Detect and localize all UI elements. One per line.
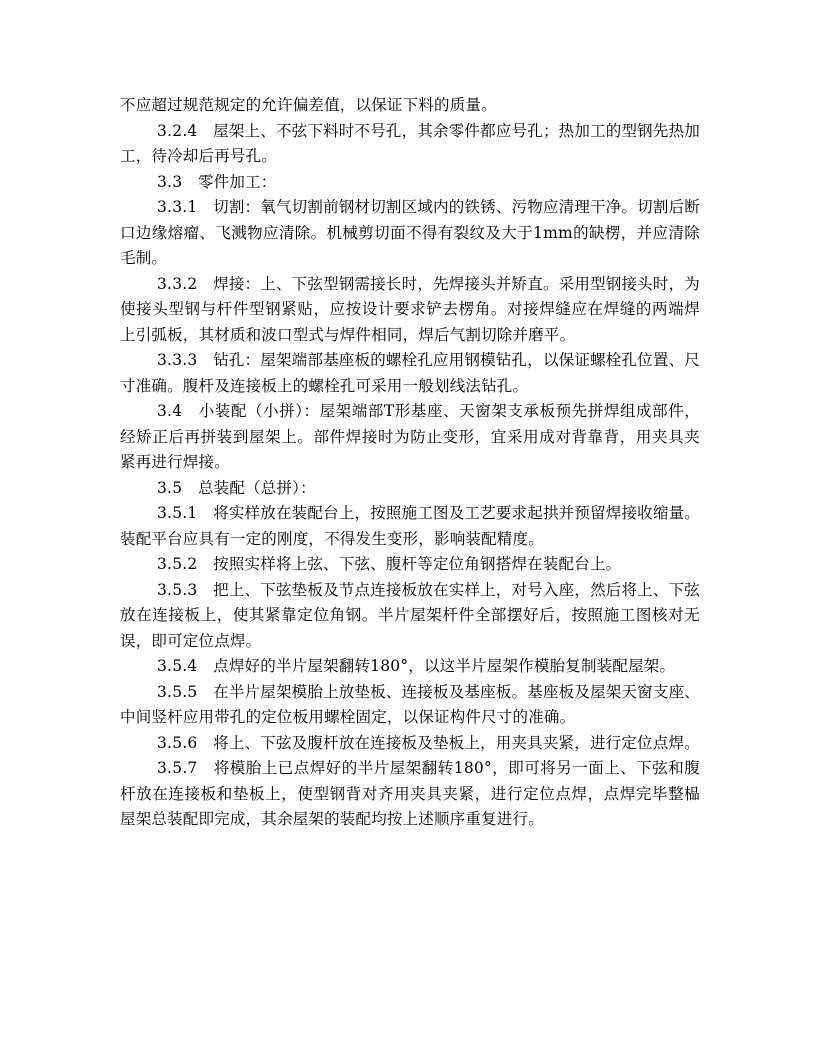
paragraph-3-3-2: 3.3.2 焊接：上、下弦型钢需接长时，先焊接头并矫直。采用型钢接头时，为使接头型钢与杆件型钢紧贴，应按设计要求铲去楞角。对接焊缝应在焊缝的两端焊上引弧板，其材质和波口型式与焊件相同，焊后气割切除并磨平。 bbox=[120, 274, 700, 344]
document-page bbox=[120, 93, 700, 833]
paragraph-continuation: 不应超过规范规定的允许偏差值，以保证下料的质量。 bbox=[120, 96, 497, 114]
paragraph-3-4: 3.4 小装配（小拼）：屋架端部T形基座、天窗架支承板预先拼焊组成部件，经矫正后再拼装到屋架上。部件焊接时为防止变形，宜采用成对背靠背，用夹具夹紧再进行焊接。 bbox=[120, 402, 700, 471]
paragraph-3-5-3: 3.5.3 把上、下弦垫板及节点连接板放在实样上，对号入座，然后将上、下弦放在连接板上，使其紧靠定位角钢。半片屋架杆件全部摆好后，按照施工图核对无误，即可定位点焊。 bbox=[120, 580, 700, 650]
paragraph-3-2-4: 3.2.4 屋架上、不弦下料时不号孔，其余零件都应号孔；热加工的型钢先热加工，待冷却后再号孔。 bbox=[120, 121, 700, 165]
paragraph-3-3-1: 3.3.1 切割：氧气切割前钢材切割区域内的铁锈、污物应清理干净。切割后断口边缘熔瘤、飞溅物应清除。机械剪切面不得有裂纹及大于1mm的缺楞，并应清除毛制。 bbox=[120, 198, 700, 267]
paragraph-3-5-5: 3.5.5 在半片屋架模胎上放垫板、连接板及基座板。基座板及屋架天窗支座、中间竖杆应用带孔的定位板用螺栓固定，以保证构件尺寸的准确。 bbox=[120, 682, 700, 726]
paragraph-3-5-7: 3.5.7 将模胎上已点焊好的半片屋架翻转180°，即可将另一面上、下弦和腹杆放在连接板和垫板上，使型钢背对齐用夹具夹紧，进行定位点焊，点焊完毕整榀屋架总装配即完成，其余屋架的装配均按上述顺序重复进行。 bbox=[120, 759, 700, 828]
paragraph-3-5-2: 3.5.2 按照实样将上弦、下弦、腹杆等定位角钢搭焊在装配台上。 bbox=[157, 555, 622, 573]
paragraph-3-5-1: 3.5.1 将实样放在装配台上，按照施工图及工艺要求起拱并预留焊接收缩量。装配平台应具有一定的刚度，不得发生变形，影响装配精度。 bbox=[120, 504, 700, 548]
section-heading-3-3: 3.3 零件加工： bbox=[157, 172, 277, 191]
paragraph-3-5-6: 3.5.6 将上、下弦及腹杆放在连接板及垫板上，用夹具夹紧，进行定位点焊。 bbox=[157, 733, 700, 752]
paragraph-3-5-4: 3.5.4 点焊好的半片屋架翻转180°，以这半片屋架作模胎复制装配屋架。 bbox=[157, 657, 676, 675]
paragraph-3-3-3: 3.3.3 钻孔：屋架端部基座板的螺栓孔应用钢模钻孔，以保证螺栓孔位置、尺寸准确。腹杆及连接板上的螺栓孔可采用一般划线法钻孔。 bbox=[120, 351, 700, 395]
section-heading-3-5: 3.5 总装配（总拼）： bbox=[157, 478, 316, 497]
